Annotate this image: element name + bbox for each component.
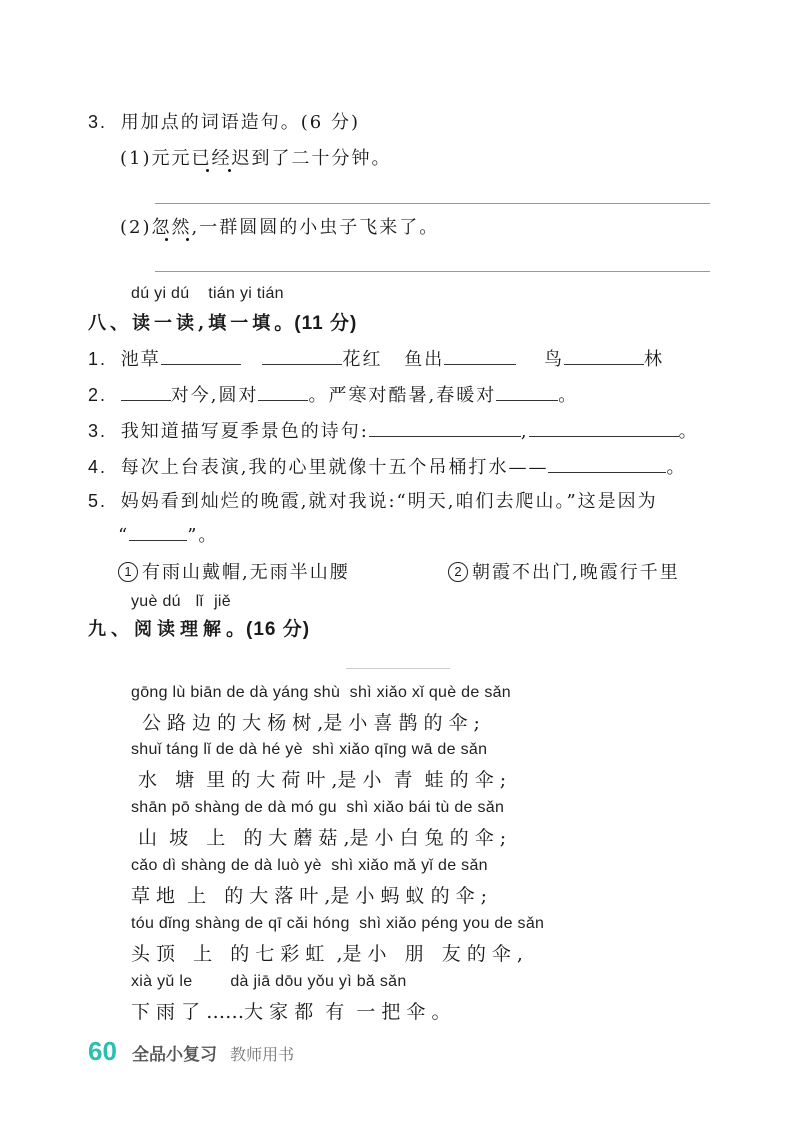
s8-q2-part: 。 (558, 385, 579, 406)
s8-q3-text: 我知道描写夏季景色的诗句: (120, 421, 369, 442)
s8-q1 (88, 345, 664, 371)
poem-pinyin-4: cǎo dì shàng de dà luò yè shì xiǎo mǎ yǐ de sǎn (131, 857, 488, 874)
s8-q1-part: 花红 (342, 349, 383, 370)
page-number: 60 (88, 1036, 117, 1066)
s8-q1-number: 1. (88, 349, 108, 369)
pinyin-yue-du: yuè dú (131, 593, 181, 610)
s8-q5-option-1 (118, 558, 350, 584)
poem-line-1: 公 路 边 的 大 杨 树 ,是 小 喜 鹊 的 伞 ; (142, 712, 480, 734)
s8-q4-number: 4. (88, 457, 108, 477)
footer (88, 1036, 294, 1067)
section9-title (88, 614, 310, 641)
s8-q5-answer (118, 521, 218, 547)
s8-q2 (88, 381, 578, 407)
emphasis-dot (228, 169, 231, 172)
poem-pinyin-6: xià yǔ le dà jiā dōu yǒu yì bǎ sǎn (131, 973, 407, 990)
s8-q5-text: 妈妈看到灿烂的晚霞,就对我说:“明天,咱们去爬山。”这是因为 (120, 491, 658, 512)
section9-heading: 九、阅读理解 (88, 619, 226, 640)
s8-q1-part: 池草 (120, 349, 161, 370)
s8-q1-part: 鱼出 (404, 349, 445, 370)
q3-line (88, 108, 360, 134)
fill-blank[interactable] (121, 382, 171, 401)
book-subtitle: 教师用书 (230, 1047, 295, 1064)
q3-item-2 (120, 213, 439, 239)
poem-line-5: 头 顶 上 的 七 彩 虹 ,是 小 朋 友 的 伞 , (131, 943, 523, 965)
q3-item-1-sentence: 元元已经迟到了二十分钟。 (151, 148, 392, 169)
close-quote: ”。 (187, 525, 219, 546)
fill-blank[interactable] (258, 382, 308, 401)
section9-pinyin (131, 593, 231, 611)
s8-q2-part: 。严寒对酷暑,春暖对 (308, 385, 497, 406)
q3-item-1-label: (1) (120, 148, 152, 169)
pinyin-jie: jiě (214, 593, 231, 610)
poem-pinyin-2: shuǐ táng lǐ de dà hé yè shì xiǎo qīng wā de sǎn (131, 741, 488, 758)
answer-line (155, 271, 710, 272)
s8-q5 (88, 487, 658, 513)
pinyin-li: lǐ (195, 593, 204, 610)
answer-line (155, 203, 710, 204)
s8-q5-number: 5. (88, 491, 108, 511)
s8-q2-part: 对今,圆对 (170, 385, 259, 406)
fill-blank[interactable] (161, 346, 241, 365)
circled-number-1: 1 (118, 562, 138, 582)
fill-blank[interactable] (564, 346, 644, 365)
section8-score: 。(11 分) (274, 313, 358, 334)
poem-pinyin-3: shān pō shàng de dà mó gu shì xiǎo bái tù de sǎn (131, 799, 505, 816)
fill-blank[interactable] (262, 346, 342, 365)
pinyin-tian-yi-tian: tián yi tián (208, 285, 284, 302)
q3-item-2-label: (2) (120, 217, 152, 238)
q3-prompt: 用加点的词语造句。(6 分) (120, 112, 360, 133)
pinyin-du-yi-du: dú yi dú (131, 285, 190, 302)
s8-q4-text: 每次上台表演,我的心里就像十五个吊桶打水—— (120, 457, 549, 478)
fill-blank[interactable] (129, 522, 187, 541)
poem-line-2: 水 塘 里 的 大 荷 叶 ,是 小 青 蛙 的 伞 ; (138, 769, 507, 791)
s8-q1-part: 鸟 (543, 349, 564, 370)
book-title: 全品小复习 (132, 1045, 218, 1064)
emphasis-dot (165, 238, 168, 241)
s8-q1-part: 林 (643, 349, 664, 370)
poem-line-4: 草 地 上 的 大 落 叶 ,是 小 蚂 蚁 的 伞 ; (131, 885, 488, 907)
poem-title-line (346, 668, 450, 669)
s8-q3-end: 。 (678, 421, 699, 442)
emphasis-dot (186, 238, 189, 241)
section8-heading: 八、读一读,填一填 (88, 313, 275, 334)
circled-number-2: 2 (448, 562, 468, 582)
option-1-text: 有雨山戴帽,无雨半山腰 (142, 562, 350, 583)
s8-q4 (88, 453, 686, 479)
poem-pinyin-5: tóu dǐng shàng de qī cǎi hóng shì xiǎo péng you de sǎn (131, 915, 545, 932)
emphasis-dot (206, 169, 209, 172)
fill-blank[interactable] (444, 346, 516, 365)
poem-line-6: 下 雨 了 ……大 家 都 有 一 把 伞 。 (131, 1001, 451, 1023)
section8-title (88, 308, 357, 335)
s8-q3-number: 3. (88, 421, 108, 441)
section9-score: 。(16 分) (226, 619, 311, 640)
s8-q4-end: 。 (666, 457, 687, 478)
fill-blank[interactable] (529, 418, 679, 437)
q3-item-2-sentence: 忽然,一群圆圆的小虫子飞来了。 (151, 217, 440, 238)
s8-q3-comma: , (520, 421, 529, 442)
s8-q3 (88, 417, 699, 443)
fill-blank[interactable] (548, 454, 666, 473)
poem-pinyin-1: gōng lù biān de dà yáng shù shì xiǎo xǐ què de sǎn (131, 684, 512, 701)
s8-q5-option-2 (448, 558, 680, 584)
fill-blank[interactable] (369, 418, 521, 437)
fill-blank[interactable] (496, 382, 558, 401)
s8-q2-number: 2. (88, 385, 108, 405)
option-2-text: 朝霞不出门,晚霞行千里 (472, 562, 680, 583)
poem-line-3: 山 坡 上 的 大 蘑 菇 ,是 小 白 兔 的 伞 ; (138, 827, 507, 849)
q3-number: 3. (88, 112, 108, 132)
open-quote: “ (118, 525, 130, 546)
section8-pinyin (131, 285, 284, 303)
q3-item-1 (120, 144, 392, 170)
